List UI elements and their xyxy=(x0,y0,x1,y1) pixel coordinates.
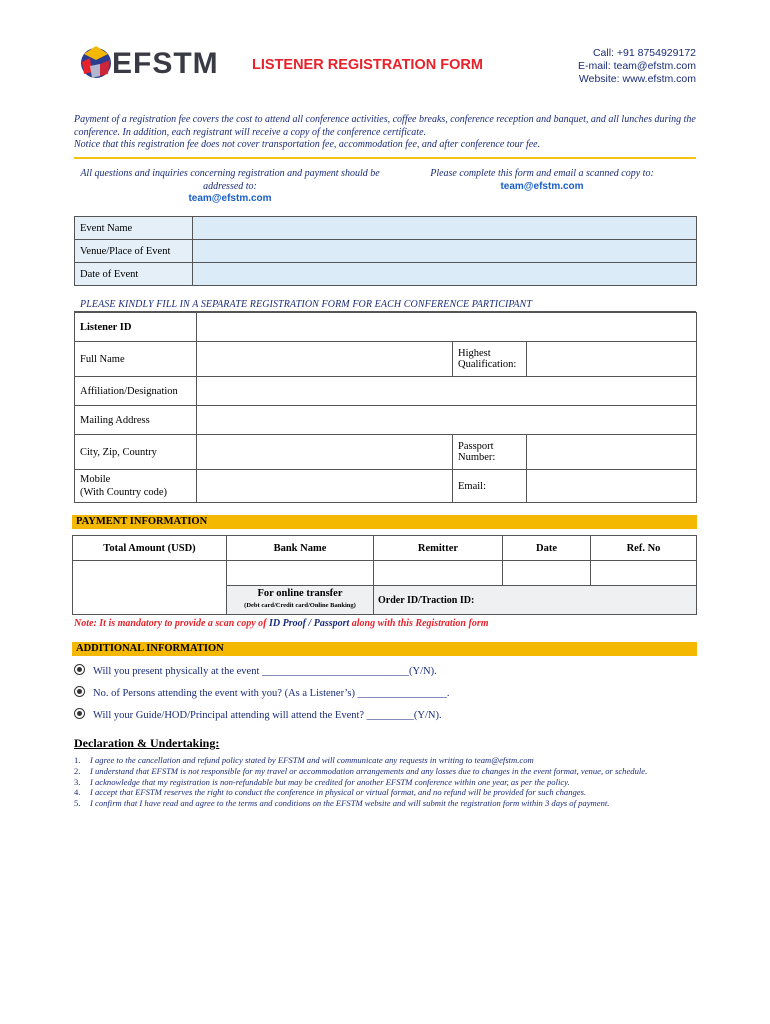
mobile-label-line-2: (With Country code) xyxy=(80,487,168,498)
mailing-address-field[interactable] xyxy=(197,406,697,435)
full-name-field[interactable] xyxy=(197,342,453,377)
declaration-text: I agree to the cancellation and refund policy stated by EFSTM and will communicate any requests in writing to team@efstm.com xyxy=(90,755,534,765)
list-item: 4. I accept that EFSTM reserves the right to conduct the conference in physical or virtual format, and no refund will be provided for such changes. xyxy=(74,787,587,798)
mandatory-note-document: ID Proof / Passport xyxy=(268,618,350,629)
question-persons-attending xyxy=(74,686,449,699)
city-label: City, Zip, Country xyxy=(75,435,197,470)
table-row xyxy=(75,217,697,240)
header-bank-name: Bank Name xyxy=(227,536,374,561)
full-name-label: Full Name xyxy=(75,342,197,377)
logo-text: EFSTM xyxy=(112,47,219,80)
declaration-text: I acknowledge that my registration is non-refundable but may be credited for another EFSTM conference within one year, as per the policy. xyxy=(90,776,570,787)
affiliation-field[interactable] xyxy=(197,377,697,406)
listener-id-label: Listener ID xyxy=(75,313,197,342)
question-text: Will your Guide/HOD/Principal attending will attend the Event? _________(Y/N). xyxy=(93,710,442,721)
declaration-text: I understand that EFSTM is not responsible for my travel or accommodation arrangements and any losses due to changes in the event format, venue, or schedule. xyxy=(90,765,648,776)
payment-section-title: PAYMENT INFORMATION xyxy=(72,515,697,529)
table-row xyxy=(75,470,697,503)
list-item: 3. I acknowledge that my registration is non-refundable but may be credited for another EFSTM conference within one year, as per the policy. xyxy=(74,776,570,787)
email-label: Email: xyxy=(453,470,527,503)
mobile-label xyxy=(75,470,197,503)
question-text: No. of Persons attending the event with you? (As a Listener’s) _________________. xyxy=(93,688,450,699)
intro-line-2: Notice that this registration fee does not cover transportation fee, accommodation fee, and after conference tour fee. xyxy=(74,139,541,150)
list-item: 1. I agree to the cancellation and refund policy stated by EFSTM and will communicate any requests in writing to team@efstm.com xyxy=(74,755,534,765)
inquiries-text: All questions and inquiries concerning registration and payment should be addressed to: xyxy=(80,168,380,192)
declaration-list xyxy=(74,755,698,809)
additional-section-title: ADDITIONAL INFORMATION xyxy=(72,642,697,656)
event-table xyxy=(74,216,697,286)
contact-website[interactable]: Website: www.efstm.com xyxy=(578,73,696,85)
passport-label: Passport Number: xyxy=(453,435,527,470)
submit-note xyxy=(392,168,692,193)
total-amount-field[interactable] xyxy=(73,561,227,615)
payment-table xyxy=(72,535,697,615)
remitter-field[interactable] xyxy=(374,561,503,586)
ref-no-field[interactable] xyxy=(591,561,697,586)
order-id-field[interactable]: Order ID/Traction ID: xyxy=(374,586,697,615)
table-row xyxy=(75,406,697,435)
form-title: LISTENER REGISTRATION FORM xyxy=(252,57,483,73)
header-date: Date xyxy=(503,536,591,561)
date-field[interactable] xyxy=(503,561,591,586)
table-row xyxy=(75,263,697,286)
table-row xyxy=(73,561,697,586)
affiliation-label: Affiliation/Designation xyxy=(75,377,197,406)
online-transfer-subtext: (Debt card/Credit card/Online Banking) xyxy=(244,602,356,609)
header-ref-no: Ref. No xyxy=(591,536,697,561)
intro-line-1: Payment of a registration fee covers the cost to attend all conference activities, coffee breaks, conference reception and banquet, and all lunches during the conference. In addition, each registrant will receive a copy of the conference certificate. xyxy=(74,114,696,138)
online-transfer-text: For online transfer xyxy=(257,588,343,599)
email-field[interactable] xyxy=(527,470,697,503)
question-present-physically xyxy=(74,664,437,677)
event-name-label: Event Name xyxy=(75,217,193,240)
contact-block xyxy=(578,47,696,86)
radio-bullet-icon[interactable] xyxy=(74,708,85,719)
date-field[interactable] xyxy=(193,263,697,286)
question-guide-attending xyxy=(74,708,442,721)
contact-call: Call: +91 8754929172 xyxy=(592,47,696,59)
mobile-field[interactable] xyxy=(197,470,453,503)
online-transfer-label xyxy=(227,586,374,615)
submit-text: Please complete this form and email a scanned copy to: xyxy=(430,168,654,179)
date-label: Date of Event xyxy=(75,263,193,286)
question-text: Will you present physically at the event ____________________________(Y/N). xyxy=(93,666,437,677)
list-item: 2. I understand that EFSTM is not responsible for my travel or accommodation arrangements and any losses due to changes in the event format, venue, or schedule. xyxy=(74,765,648,776)
logo-globe-icon xyxy=(78,42,114,82)
inquiries-email[interactable]: team@efstm.com xyxy=(188,193,272,204)
venue-label: Venue/Place of Event xyxy=(75,240,193,263)
contact-email[interactable]: E-mail: team@efstm.com xyxy=(577,60,696,72)
table-row xyxy=(75,435,697,470)
radio-bullet-icon[interactable] xyxy=(74,664,85,675)
venue-field[interactable] xyxy=(193,240,697,263)
passport-field[interactable] xyxy=(527,435,697,470)
inquiries-note xyxy=(80,168,380,206)
intro-paragraph xyxy=(74,114,698,152)
qualification-label: Highest Qualification: xyxy=(453,342,527,377)
mobile-label-line-1: Mobile xyxy=(80,474,111,485)
listener-id-field[interactable] xyxy=(197,313,697,342)
submit-email[interactable]: team@efstm.com xyxy=(500,180,584,192)
header-remitter: Remitter xyxy=(374,536,503,561)
bank-name-field[interactable] xyxy=(227,561,374,586)
table-row xyxy=(75,342,697,377)
mailing-address-label: Mailing Address xyxy=(75,406,197,435)
table-row xyxy=(75,240,697,263)
mandatory-note-suffix: along with this Registration form xyxy=(351,618,489,629)
listener-table xyxy=(74,312,697,503)
list-item: 5. I confirm that I have read and agree to the terms and conditions on the EFSTM website and will submit the registration form within 3 days of payment. xyxy=(74,798,610,809)
declaration-title: Declaration & Undertaking: xyxy=(74,736,220,750)
header-total-amount: Total Amount (USD) xyxy=(73,536,227,561)
mandatory-note xyxy=(74,618,489,629)
table-row xyxy=(73,536,697,561)
qualification-field[interactable] xyxy=(527,342,697,377)
table-row xyxy=(75,313,697,342)
city-field[interactable] xyxy=(197,435,453,470)
event-name-field[interactable] xyxy=(193,217,697,240)
separate-form-note: PLEASE KINDLY FILL IN A SEPARATE REGISTRATION FORM FOR EACH CONFERENCE PARTICIPANT xyxy=(80,299,532,310)
mandatory-note-prefix: Note: It is mandatory to provide a scan copy of xyxy=(74,618,267,629)
table-row xyxy=(75,377,697,406)
declaration-text: I confirm that I have read and agree to the terms and conditions on the EFSTM website and will submit the registration form within 3 days of payment. xyxy=(90,798,610,809)
yellow-divider xyxy=(74,157,696,159)
declaration-text: I accept that EFSTM reserves the right to conduct the conference in physical or virtual format, and no refund will be provided for such changes. xyxy=(90,787,587,798)
radio-bullet-icon[interactable] xyxy=(74,686,85,697)
